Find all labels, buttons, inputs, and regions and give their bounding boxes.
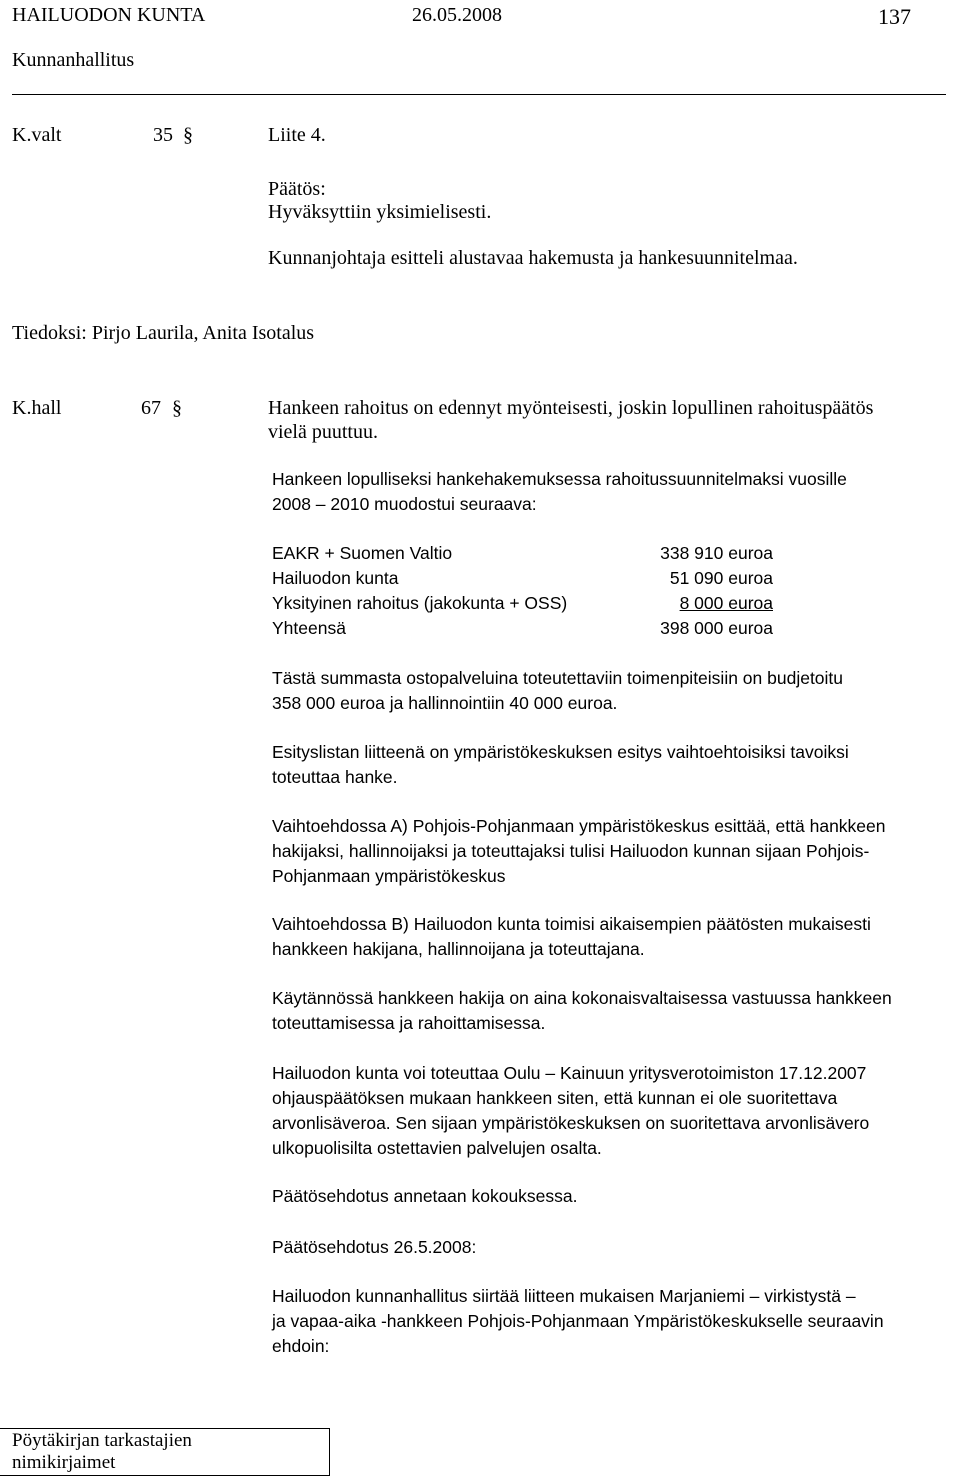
khall-section-sign: § — [172, 397, 182, 419]
financing-intro-line2: 2008 – 2010 muodostui seuraava: — [272, 494, 537, 514]
paragraph-line: arvonlisäveroa. Sen sijaan ympäristökeskuksen on suoritettava arvonlisävero — [272, 1113, 870, 1133]
paragraph-line: Käytännössä hankkeen hakija on aina kokonaisvaltaisessa vastuussa hankkeen — [272, 988, 892, 1008]
decision-note: Kunnanjohtaja esitteli alustavaa hakemusta ja hankesuunnitelmaa. — [268, 247, 798, 269]
kvalt-number: 35 — [153, 124, 173, 146]
kvalt-section-sign: § — [183, 124, 193, 146]
practice-paragraph — [272, 986, 960, 1036]
vat-paragraph — [272, 1061, 960, 1161]
paragraph-line: ohjauspäätöksen mukaan hankkeen siten, että kunnan ei ole suoritettava — [272, 1088, 838, 1108]
khall-label: K.hall — [12, 397, 62, 419]
proposal-text-paragraph — [272, 1284, 960, 1359]
paragraph-line: Hailuodon kunta voi toteuttaa Oulu – Kainuun yritysverotoimiston 17.12.2007 — [272, 1063, 867, 1083]
footer-label-line2: nimikirjaimet — [12, 1452, 116, 1473]
financing-row-amount: 51 090 euroa — [669, 568, 773, 588]
paragraph-line: Pohjanmaan ympäristökeskus — [272, 866, 506, 886]
khall-text-line1: Hankeen rahoitus on edennyt myönteisesti, joskin lopullinen rahoituspäätös — [268, 397, 874, 419]
budget-paragraph — [272, 666, 960, 716]
footer-label-line1: Pöytäkirjan tarkastajien — [12, 1430, 192, 1451]
paragraph-line: Esityslistan liitteenä on ympäristökeskuksen esitys vaihtoehtoisiksi tavoiksi — [272, 742, 849, 762]
option-b-paragraph — [272, 912, 960, 962]
financing-row-label: Yksityinen rahoitus (jakokunta + OSS) — [272, 593, 568, 613]
attachment-paragraph — [272, 740, 960, 790]
paragraph-line: Vaihtoehdossa B) Hailuodon kunta toimisi aikaisempien päätösten mukaisesti — [272, 914, 871, 934]
decision-text: Hyväksyttiin yksimielisesti. — [268, 201, 492, 223]
proposal-date-paragraph — [272, 1235, 960, 1260]
meeting-date: 26.05.2008 — [412, 4, 502, 26]
header-rule — [12, 94, 946, 95]
body-name: Kunnanhallitus — [12, 49, 135, 71]
paragraph-line: ehdoin: — [272, 1336, 330, 1356]
financing-intro-line1: Hankeen lopulliseksi hankehakemuksessa rahoitussuunnitelmaksi vuosille — [272, 469, 847, 489]
tiedoksi-line: Tiedoksi: Pirjo Laurila, Anita Isotalus — [12, 322, 315, 344]
financing-row-label: EAKR + Suomen Valtio — [272, 543, 453, 563]
financing-total-label: Yhteensä — [272, 618, 346, 638]
paragraph-line: Päätösehdotus 26.5.2008: — [272, 1237, 477, 1257]
financing-row-amount-underlined: 8 000 euroa — [679, 593, 773, 613]
paragraph-line: toteuttaa hanke. — [272, 767, 398, 787]
paragraph-line: Tästä summasta ostopalveluina toteutettaviin toimenpiteisiin on budjetoitu — [272, 668, 844, 688]
financing-row-amount — [638, 591, 773, 616]
paragraph-line: toteuttamisessa ja rahoittamisessa. — [272, 1013, 546, 1033]
paragraph-line: Päätösehdotus annetaan kokouksessa. — [272, 1186, 578, 1206]
decision-title: Päätös: — [268, 178, 326, 200]
financing-total-amount: 398 000 euroa — [660, 618, 773, 638]
paragraph-line: hakijaksi, hallinnoijaksi ja toteuttajaksi tulisi Hailuodon kunnan sijaan Pohjois- — [272, 841, 870, 861]
paragraph-line: ulkopuolisilta ostettavien palvelujen osalta. — [272, 1138, 602, 1158]
kvalt-label: K.valt — [12, 124, 62, 146]
khall-number: 67 — [141, 397, 161, 419]
financing-intro — [272, 467, 960, 517]
paragraph-line: Vaihtoehdossa A) Pohjois-Pohjanmaan ympäristökeskus esittää, että hankkeen — [272, 816, 886, 836]
page-number: 137 — [878, 4, 911, 29]
proposal-note-paragraph — [272, 1184, 960, 1209]
financing-row-label: Hailuodon kunta — [272, 568, 399, 588]
municipality-name: HAILUODON KUNTA — [12, 4, 206, 26]
khall-text-line2: vielä puuttuu. — [268, 421, 378, 443]
financing-row-amount: 338 910 euroa — [660, 543, 773, 563]
paragraph-line: hankkeen hakijana, hallinnoijana ja toteuttajana. — [272, 939, 645, 959]
paragraph-line: ja vapaa-aika -hankkeen Pohjois-Pohjanmaan Ympäristökeskukselle seuraavin — [272, 1311, 884, 1331]
paragraph-line: 358 000 euroa ja hallinnointiin 40 000 euroa. — [272, 693, 618, 713]
kvalt-attachment: Liite 4. — [268, 124, 326, 146]
option-a-paragraph — [272, 814, 960, 889]
paragraph-line: Hailuodon kunnanhallitus siirtää liitteen mukaisen Marjaniemi – virkistystä – — [272, 1286, 856, 1306]
